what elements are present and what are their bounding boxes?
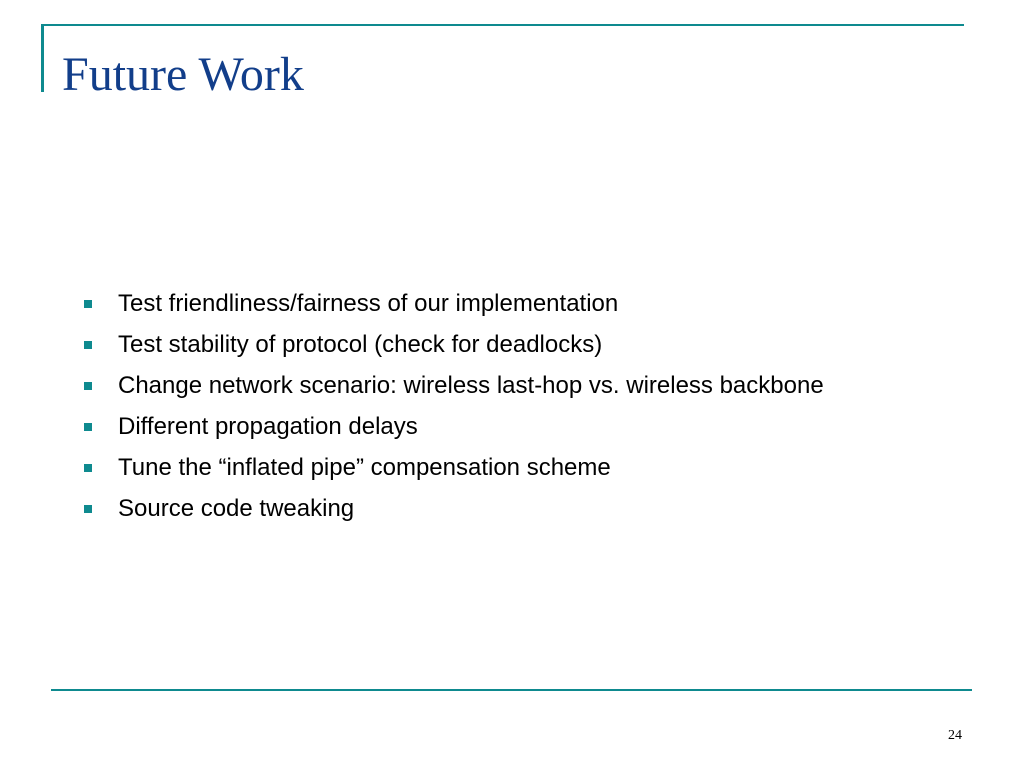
- bullet-text: Change network scenario: wireless last-hop vs. wireless backbone: [118, 372, 824, 399]
- bullet-text: Different propagation delays: [118, 413, 418, 440]
- title-frame-top-rule: [41, 24, 964, 26]
- page-number: 24: [948, 728, 962, 743]
- square-bullet-icon: [84, 464, 92, 472]
- bullet-text: Test stability of protocol (check for deadlocks): [118, 331, 603, 358]
- square-bullet-icon: [84, 505, 92, 513]
- slide-title: Future Work: [62, 48, 304, 101]
- square-bullet-icon: [84, 341, 92, 349]
- square-bullet-icon: [84, 382, 92, 390]
- square-bullet-icon: [84, 423, 92, 431]
- bullet-text: Source code tweaking: [118, 495, 355, 522]
- bullet-text: Test friendliness/fairness of our implementation: [118, 290, 619, 317]
- square-bullet-icon: [84, 300, 92, 308]
- footer-rule: [51, 689, 972, 691]
- bullet-item: [80, 488, 824, 529]
- bullet-item: [80, 283, 824, 324]
- bullet-item: [80, 365, 824, 406]
- bullet-item: [80, 447, 824, 488]
- title-frame-left-rule: [41, 24, 44, 92]
- bullet-item: [80, 324, 824, 365]
- bullet-text: Tune the “inflated pipe” compensation scheme: [118, 454, 611, 481]
- bullet-item: [80, 406, 824, 447]
- bullet-list: [80, 283, 824, 529]
